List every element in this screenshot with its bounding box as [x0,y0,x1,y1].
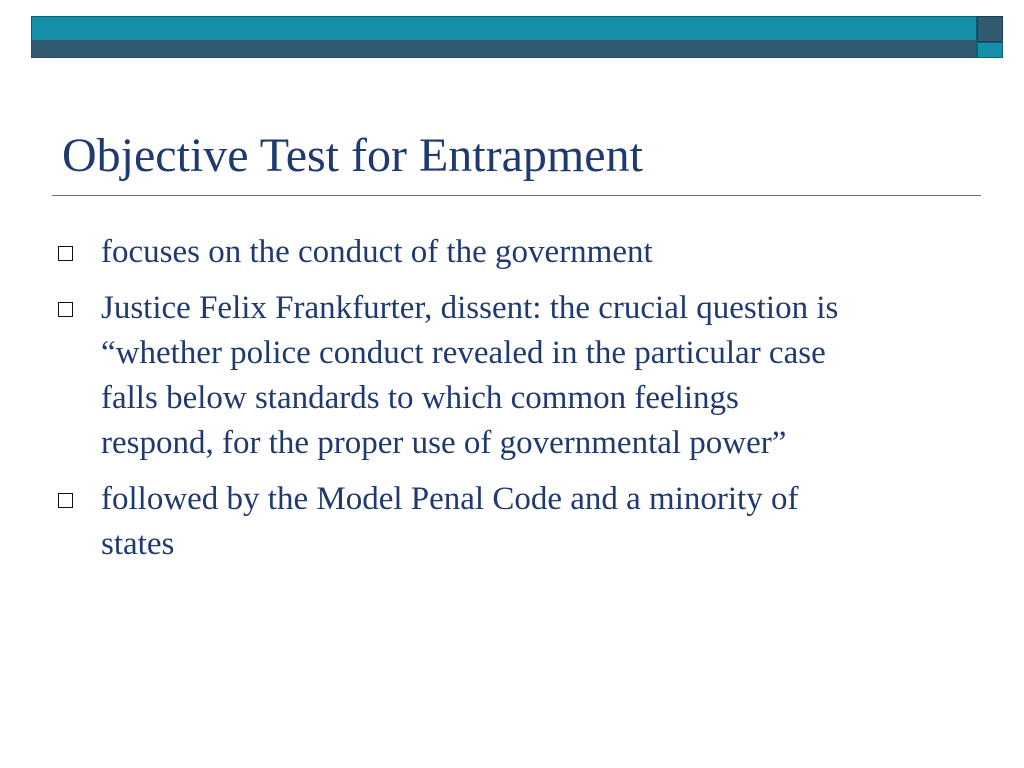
bullet-text: Justice Felix Frankfurter, dissent: the crucial question is “whether police conduct revealed in the particular case falls below standards to which common feelings respond, for the proper use of governmental power” [101,290,839,461]
hollow-square-icon [58,302,73,317]
bullet-item [58,230,858,275]
bullet-list [58,230,858,578]
slide-title: Objective Test for Entrapment [62,129,643,182]
bullet-item [58,286,858,466]
header-decoration-stripe [32,40,976,57]
bullet-text: followed by the Model Penal Code and a minority of states [101,481,799,562]
header-decoration-bar [31,16,977,58]
hollow-square-icon [58,246,73,261]
header-corner-square-teal [977,42,1003,58]
bullet-text: focuses on the conduct of the government [101,234,653,270]
title-divider [52,195,981,196]
header-corner-square-dark [977,16,1003,42]
hollow-square-icon [58,493,73,508]
bullet-item [58,477,858,567]
